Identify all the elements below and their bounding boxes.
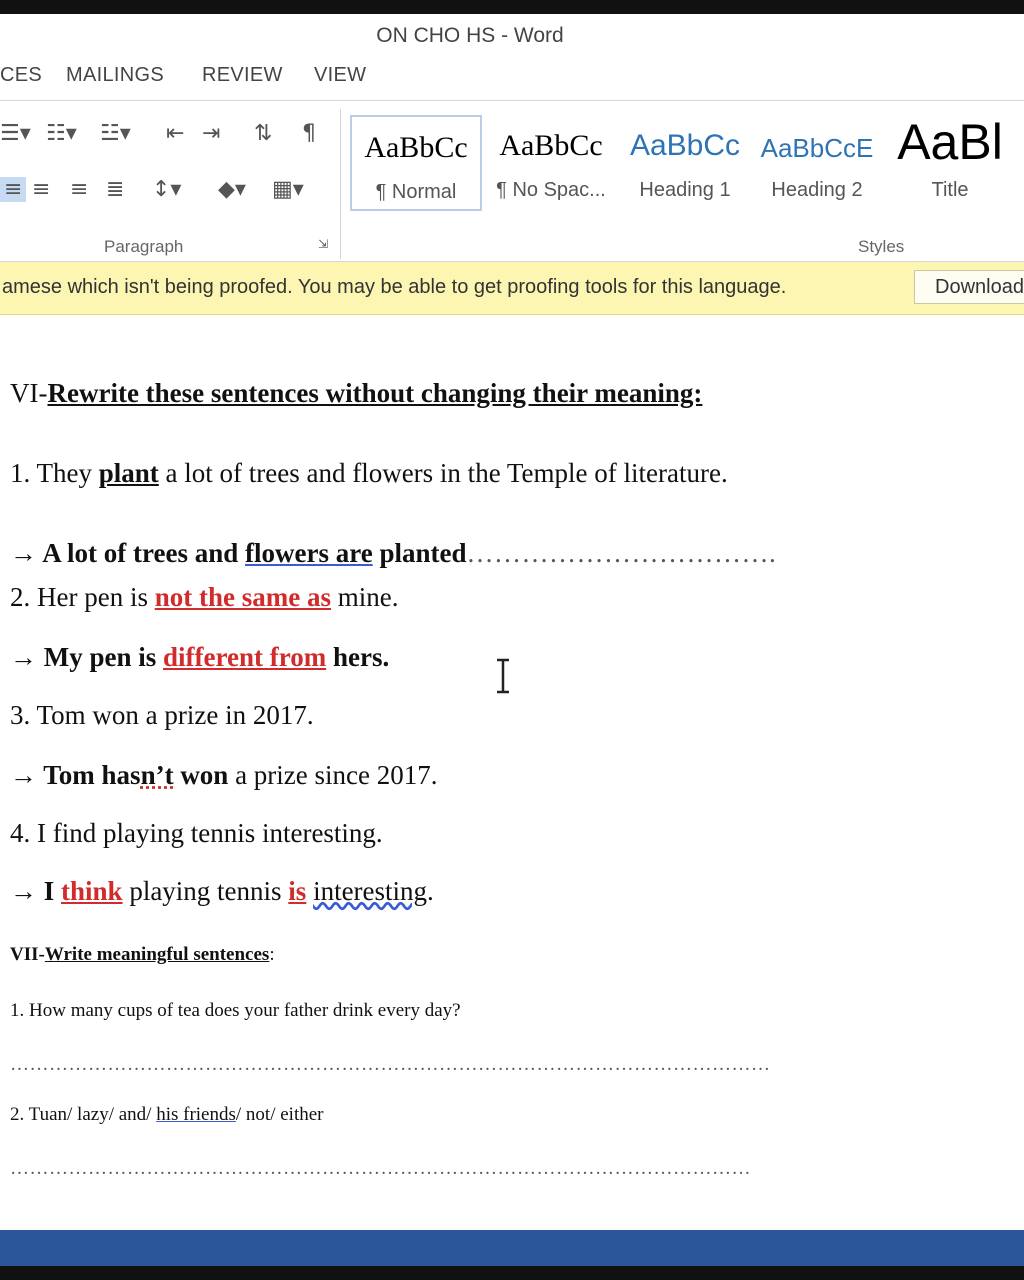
arrow-icon: → bbox=[10, 642, 37, 672]
text-run: : bbox=[269, 944, 275, 965]
align-center-icon[interactable]: ≡ bbox=[32, 177, 51, 202]
section-7-heading bbox=[10, 944, 275, 966]
ribbon-tabs bbox=[0, 58, 1024, 98]
text-run: 2. Tuan/ lazy/ and/ bbox=[10, 1104, 157, 1125]
text-run: a lot of trees and flowers in the Temple of literature. bbox=[158, 458, 728, 488]
dotted-fill: ……………………………. bbox=[466, 538, 777, 568]
style-normal[interactable] bbox=[350, 115, 482, 211]
answer-line-2: …………………………………………………………………………………………………… bbox=[10, 1158, 751, 1179]
arrow-icon: → bbox=[10, 760, 37, 790]
pilcrow-icon[interactable]: ¶ bbox=[302, 121, 316, 146]
tab-review[interactable]: REVIEW bbox=[202, 64, 283, 86]
multilevel-list-icon[interactable]: ☳▾ bbox=[100, 121, 131, 146]
ribbon-separator bbox=[340, 109, 341, 259]
answer-3 bbox=[10, 760, 438, 791]
text-run-bold: plant bbox=[98, 458, 159, 488]
question-3: 3. Tom won a prize in 2017. bbox=[10, 700, 314, 730]
styles-group-label: Styles bbox=[858, 237, 905, 256]
decrease-indent-icon[interactable]: ⇤ bbox=[166, 121, 185, 146]
proofing-message-text: amese which isn't being proofed. You may be able to get proofing tools for this language. bbox=[2, 276, 787, 298]
text-run-red: different from bbox=[163, 642, 327, 672]
style-title[interactable] bbox=[886, 115, 1014, 211]
section-6-heading bbox=[10, 378, 702, 409]
text-run: mine. bbox=[330, 582, 399, 612]
download-button[interactable]: Download bbox=[914, 270, 1024, 304]
question-4: 4. I find playing tennis interesting. bbox=[10, 818, 383, 848]
tab-references[interactable]: CES bbox=[0, 64, 43, 86]
style-heading-1[interactable] bbox=[620, 115, 750, 211]
style-name: Title bbox=[931, 179, 969, 201]
text-run-red: is bbox=[288, 876, 307, 906]
paragraph-group-label: Paragraph bbox=[104, 237, 184, 256]
section-7-title: Write meaningful sentences bbox=[44, 944, 270, 965]
ribbon bbox=[0, 100, 1024, 262]
numbering-icon[interactable]: ☷▾ bbox=[46, 121, 77, 146]
text-run-bold: n’t bbox=[140, 760, 174, 790]
line-spacing-icon[interactable]: ↕▾ bbox=[152, 177, 182, 202]
style-sample: AaBbCcE bbox=[760, 133, 874, 163]
text-run: planted bbox=[372, 538, 467, 568]
answer-2 bbox=[10, 642, 389, 673]
write-question-1: 1. How many cups of tea does your father drink every day? bbox=[10, 1000, 461, 1021]
screen-bottom-border bbox=[0, 1266, 1024, 1280]
text-run: hers. bbox=[326, 642, 390, 672]
question-1 bbox=[10, 458, 728, 489]
document-page[interactable] bbox=[0, 316, 1024, 1230]
question-2 bbox=[10, 582, 398, 613]
text-run: A lot of trees and bbox=[37, 538, 245, 568]
style-name: Heading 2 bbox=[771, 179, 863, 201]
text-run: 1. They bbox=[10, 458, 99, 488]
text-run-underlined: his friends bbox=[156, 1104, 236, 1125]
arrow-icon: → bbox=[10, 876, 37, 906]
text-run: 2. Her pen is bbox=[10, 582, 155, 612]
align-left-icon[interactable]: ≡ bbox=[0, 177, 26, 202]
justify-icon[interactable]: ≣ bbox=[106, 177, 125, 202]
style-sample: AaBbCc bbox=[629, 129, 741, 162]
text-run: playing tennis bbox=[122, 876, 289, 906]
style-sample: AaBbCc bbox=[499, 129, 603, 162]
text-run: / not/ either bbox=[235, 1104, 324, 1125]
window-title: ON CHO HS - Word bbox=[376, 24, 564, 47]
style-name: ¶ No Spac... bbox=[496, 179, 606, 201]
text-cursor-icon bbox=[494, 658, 512, 694]
text-run-underlined: flowers are bbox=[245, 538, 373, 568]
style-heading-2[interactable] bbox=[752, 115, 882, 211]
paragraph-dialog-launcher-icon[interactable]: ⇲ bbox=[318, 237, 329, 251]
style-sample: AaBbCc bbox=[364, 131, 468, 164]
sort-icon[interactable]: ⇅ bbox=[254, 121, 273, 146]
tab-mailings[interactable]: MAILINGS bbox=[66, 64, 164, 86]
text-run-red: not the same as bbox=[154, 582, 331, 612]
text-run: . bbox=[427, 876, 434, 906]
style-name: ¶ Normal bbox=[375, 181, 457, 203]
align-right-icon[interactable]: ≡ bbox=[70, 177, 89, 202]
section-7-number: VII- bbox=[10, 944, 45, 965]
proofing-message-bar bbox=[0, 262, 1024, 315]
answer-4 bbox=[10, 876, 434, 907]
style-sample: AaBl bbox=[897, 114, 1003, 170]
shading-icon[interactable]: ◆▾ bbox=[218, 177, 246, 202]
write-question-2 bbox=[10, 1104, 323, 1126]
text-run-bold: Tom has bbox=[37, 760, 141, 790]
text-run-bold: won bbox=[173, 760, 229, 790]
screen-top-border bbox=[0, 0, 1024, 14]
bullets-icon[interactable]: ☰▾ bbox=[0, 121, 31, 146]
borders-icon[interactable]: ▦▾ bbox=[272, 177, 304, 202]
text-run: a prize since 2017. bbox=[228, 760, 438, 790]
style-no-spacing[interactable] bbox=[486, 115, 616, 211]
text-run-bold: I bbox=[37, 876, 62, 906]
section-6-number: VI- bbox=[10, 378, 48, 408]
style-name: Heading 1 bbox=[639, 179, 731, 201]
answer-line-1: ……………………………………………………………………………………………………… bbox=[10, 1054, 771, 1075]
tab-view[interactable]: VIEW bbox=[314, 64, 367, 86]
increase-indent-icon[interactable]: ⇥ bbox=[202, 121, 221, 146]
title-bar bbox=[0, 14, 1024, 58]
section-6-title: Rewrite these sentences without changing their meaning: bbox=[47, 378, 703, 408]
text-run: My pen is bbox=[37, 642, 164, 672]
arrow-icon: → bbox=[10, 538, 37, 568]
status-bar bbox=[0, 1230, 1024, 1266]
answer-1 bbox=[10, 538, 776, 569]
text-run-underlined: interesting bbox=[313, 876, 428, 906]
text-run-red: think bbox=[61, 876, 123, 906]
